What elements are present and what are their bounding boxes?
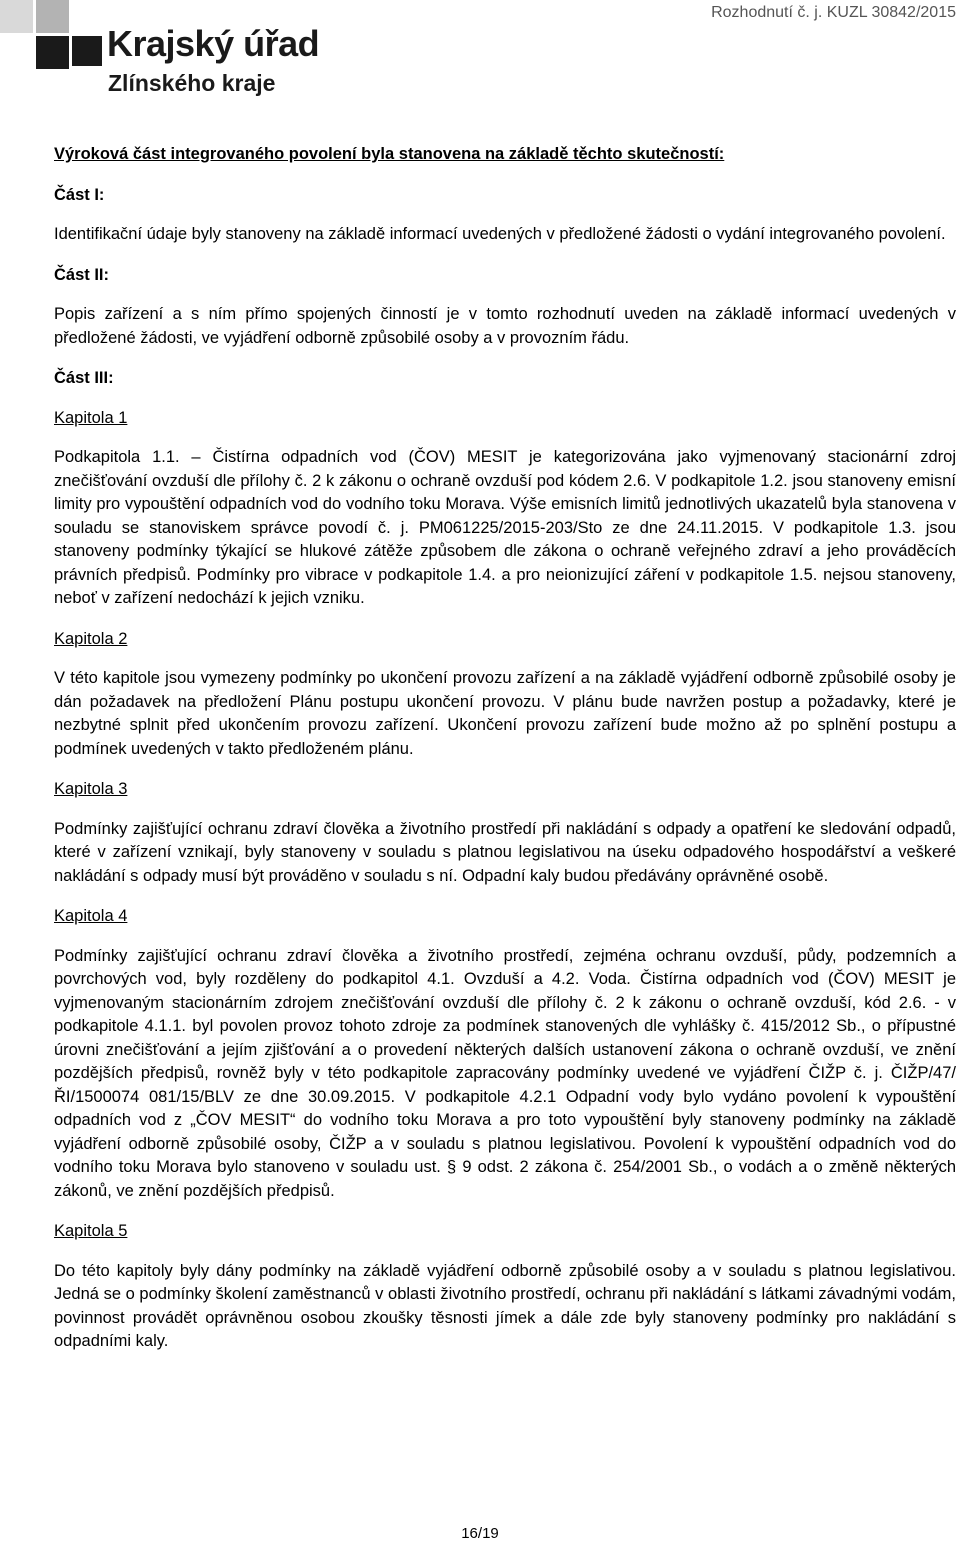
logo-subtitle: Zlínského kraje [108, 70, 276, 96]
chapter-5-heading: Kapitola 5 [54, 1222, 128, 1240]
section-title: Výroková část integrovaného povolení byla stanovena na základě těchto skutečností: [54, 145, 725, 163]
chapter-4-heading: Kapitola 4 [54, 907, 128, 925]
part-2-text: Popis zařízení a s ním přímo spojených činností je v tomto rozhodnutí uveden na základě informací uvedených v předložené žádosti, ve vyjádření odborně způsobilé osoby a v provozním řádu. [54, 305, 956, 347]
document-body [54, 143, 956, 1371]
chapter-5-text: Do této kapitoly byly dány podmínky na základě vyjádření odborně způsobilé osoby a v souladu s platnou legislativou. Jedná se o podmínky školení zaměstnanců v oblasti životního prostředí, ochranu při nakládání s látkami závadnými vodám, povinnost provádět oprávněnou osobou zkoušky těsnosti jímek a dále zde byly stanoveny podmínky pro nakládání s odpadními kaly. [54, 1261, 956, 1350]
chapter-3-text: Podmínky zajišťující ochranu zdraví člověka a životního prostředí při nakládání s odpady a opatření ke sledování odpadů, které v zařízení vznikají, byly stanoveny v souladu s platnou legislativou na úseku odpadového hospodářství a veškeré nakládání s odpady musí být prováděno v souladu s ní. Odpadní kaly budou předávány oprávněné osobě. [54, 819, 956, 885]
chapter-4-text: Podmínky zajišťující ochranu zdraví člověka a životního prostředí, zejména ochranu ovzduší, půdy, podzemních a povrchových vod, byly rozděleny do podkapitol 4.1. Ovzduší a 4.2. Voda. Čistírna odpadních vod (ČOV) MESIT je vyjmenovaným stacionárním zdrojem znečišťování ovzduší dle přílohy č. 2 k zákonu o ochraně ovzduší, kód 2.6. - v podkapitole 4.1.1. byl povolen provoz tohoto zdroje za podmínek stanovených dle vyhlášky č. 415/2012 Sb., o přípustné úrovni znečišťování a jejím zjišťování a o provedení některých dalších ustanovení zákona o ochraně ovzduší, ve znění pozdějších předpisů, rovněž byly v této podkapitole zapracovány podmínky uvedené ve vyjádření ČIŽP č. j. ČIŽP/47/ŘI/1500074 081/15/BLV ze dne 30.09.2015. V podkapitole 4.2.1 Odpadní vody bylo vydáno povolení k vypouštění odpadních vod z „ČOV MESIT“ do vodního toku Morava a pro toto vypouštění byly stanoveny podmínky na základě vyjádření odborně způsobilé osoby, ČIŽP a v souladu s platnou legislativou. Povolení k vypouštění odpadních vod do vodního toku Morava bylo stanoveno v souladu ust. § 9 odst. 2 zákona č. 254/2001 Sb., o vodách a o změně některých zákonů, ve znění pozdějších předpisů. [54, 946, 956, 1200]
chapter-3-heading: Kapitola 3 [54, 780, 128, 798]
part-2-heading: Část II: [54, 265, 110, 284]
part-1-heading: Část I: [54, 185, 105, 204]
page-number: 16/19 [461, 1525, 499, 1542]
krajsky-urad-logo [0, 0, 320, 110]
chapter-1-heading: Kapitola 1 [54, 408, 128, 427]
chapter-2-text: V této kapitole jsou vymezeny podmínky po ukončení provozu zařízení a na základě vyjádření odborně způsobilé osoby je dán požadavek na předložení Plánu postupu ukončení provozu. V plánu bude navržen postup a požadavky, které je nezbytné splnit před ukončením provozu zařízení. Ukončení provozu zařízení bude možno až po splnění postupu a podmínek uvedených v takto předloženém plánu. [54, 669, 956, 758]
chapter-1-text: Podkapitola 1.1. – Čistírna odpadních vod (ČOV) MESIT je kategorizována jako vyjmenovaný stacionární zdroj znečišťování ovzduší dle přílohy č. 2 k zákonu o ochraně ovzduší pod kódem 2.6. V podkapitole 1.2. jsou stanoveny emisní limity pro vypouštění odpadních vod do vodního toku Morava. Výše emisních limitů jednotlivých ukazatelů byla stanovena v souladu se stanoviskem správce povodí č. j. PM061225/2015-203/Sto ze dne 24.11.2015. V podkapitole 1.3. jsou stanoveny podmínky týkající se hlukové zátěže způsobem dle zákona o ochraně veřejného zdraví a jeho prováděcích právních předpisů. Podmínky pro vibrace v podkapitole 1.4. a pro neionizující záření v podkapitole 1.5. nejsou stanoveny, neboť v zařízení nedochází k jejich vzniku. [54, 448, 956, 607]
part-3-heading: Část III: [54, 369, 114, 387]
logo-title: Krajský úřad [107, 23, 320, 64]
reference-number: Rozhodnutí č. j. KUZL 30842/2015 [711, 4, 956, 21]
part-1-text: Identifikační údaje byly stanoveny na základě informací uvedených v předložené žádosti o vydání integrovaného povolení. [54, 225, 946, 243]
chapter-2-heading: Kapitola 2 [54, 629, 128, 648]
